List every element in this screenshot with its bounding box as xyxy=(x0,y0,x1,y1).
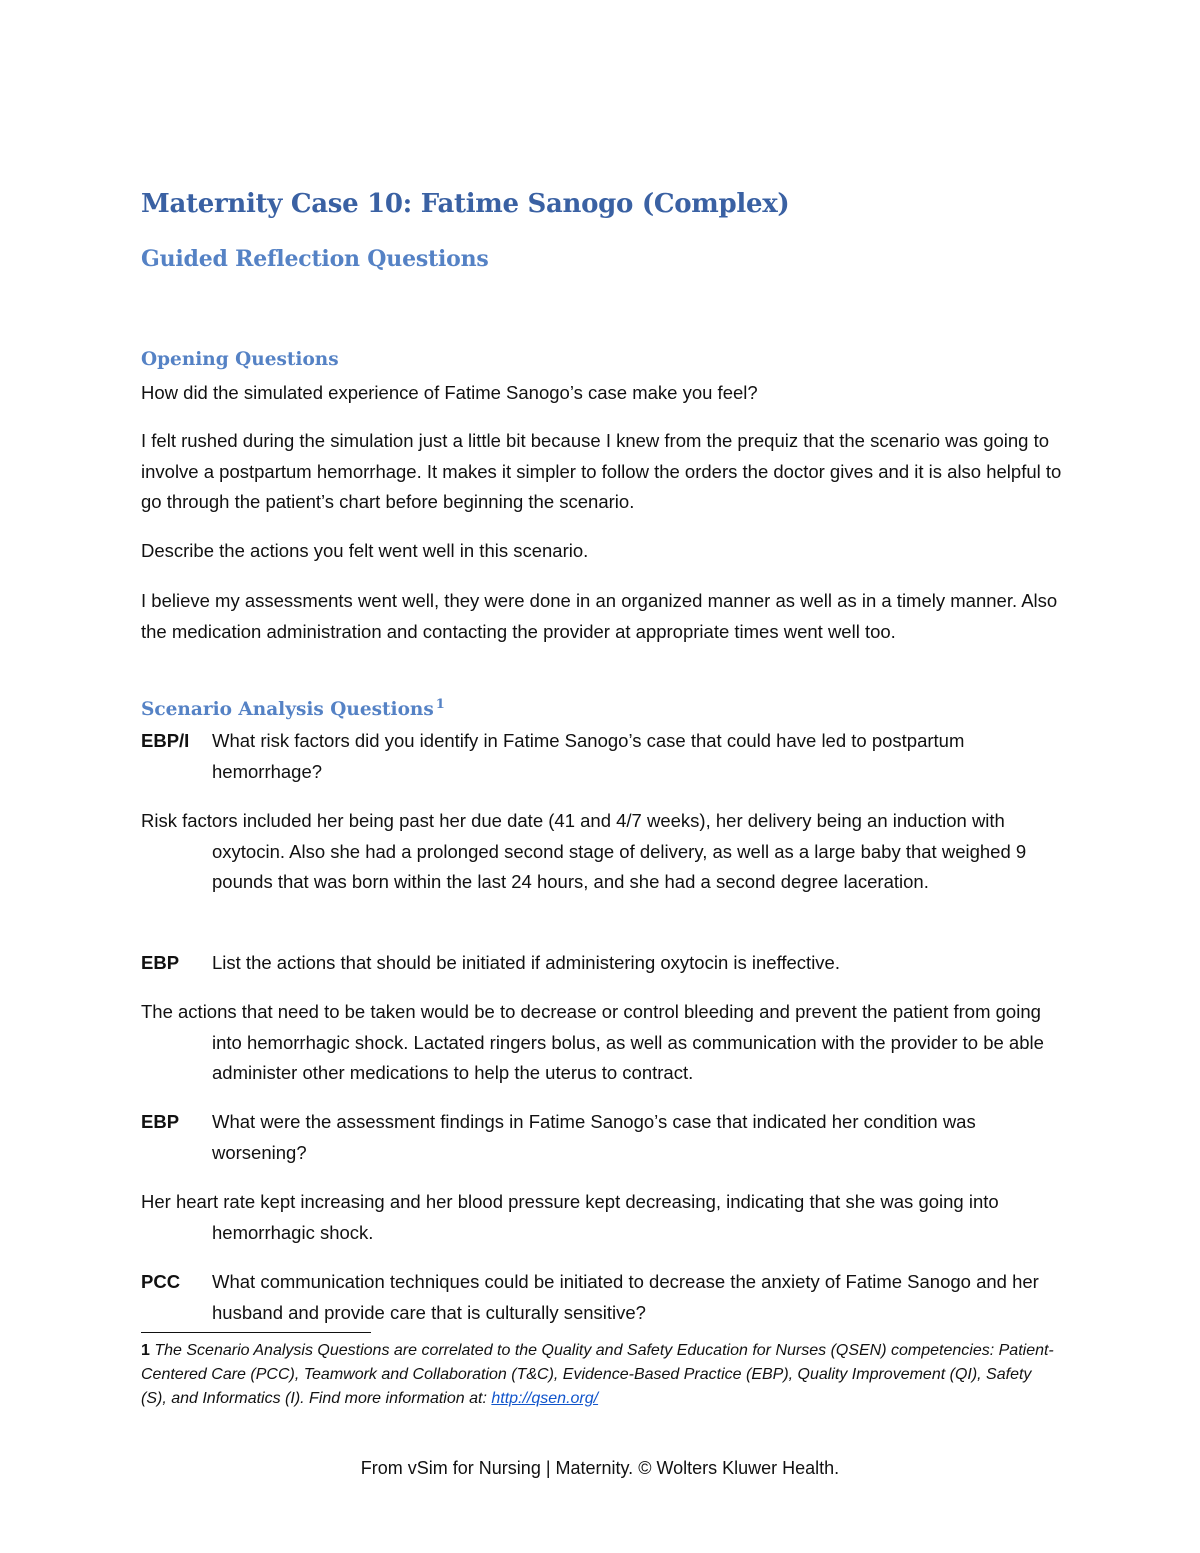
footnote-text: The Scenario Analysis Questions are correlated to the Quality and Safety Education for Nurses (QSEN) competencies: Patient-Centered Care (PCC), Teamwork and Collaboration (T&C), Evidence-Based Practice (EBP), Quality Improvement (QI), Safety (S), and Informatics (I). Find more information at: xyxy=(141,1342,1054,1407)
analysis-question: List the actions that should be initiated if administering oxytocin is ineffective. xyxy=(212,952,840,973)
analysis-question: What communication techniques could be initiated to decrease the anxiety of Fatime Sanogo and her husband and provide care that is culturally sensitive? xyxy=(212,1271,1039,1323)
footnote-marker: 1 xyxy=(435,697,445,712)
analysis-question: What were the assessment findings in Fatime Sanogo’s case that indicated her condition was worsening? xyxy=(212,1111,976,1163)
footnote xyxy=(141,1339,1061,1411)
document-subtitle: Guided Reflection Questions xyxy=(141,246,489,272)
opening-questions-heading: Opening Questions xyxy=(141,349,339,370)
footnote-number: 1 xyxy=(141,1342,150,1359)
page-footer: From vSim for Nursing | Maternity. © Wolters Kluwer Health. xyxy=(360,1458,840,1478)
analysis-answer: The actions that need to be taken would be to decrease or control bleeding and prevent the patient from going into hemorrhagic shock. Lactated ringers bolus, as well as communication with the provider to be able administer other medications to help the uterus to contract. xyxy=(141,1001,1044,1083)
analysis-question-row xyxy=(141,1267,1066,1328)
qsen-link[interactable]: http://qsen.org/ xyxy=(491,1390,599,1407)
scenario-analysis-heading xyxy=(141,697,445,720)
analysis-question-row xyxy=(141,1107,1066,1168)
opening-question-2: Describe the actions you felt went well in this scenario. xyxy=(141,540,589,561)
opening-answer-2: I believe my assessments went well, they were done in an organized manner as well as in a timely manner. Also the medication administration and contacting the provider at appropriate times went well too. xyxy=(141,590,1058,642)
qsen-code: EBP xyxy=(141,952,180,973)
scenario-analysis-heading-text: Scenario Analysis Questions xyxy=(141,699,434,720)
opening-question-1: How did the simulated experience of Fatime Sanogo’s case make you feel? xyxy=(141,382,758,403)
qsen-code: EBP/I xyxy=(141,730,190,751)
analysis-question: What risk factors did you identify in Fatime Sanogo’s case that could have led to postpartum hemorrhage? xyxy=(212,730,965,782)
analysis-answer: Risk factors included her being past her due date (41 and 4/7 weeks), her delivery being an induction with oxytocin. Also she had a prolonged second stage of delivery, as well as a large baby that weighed 9 pounds that was born within the last 24 hours, and she had a second degree laceration. xyxy=(141,810,1027,892)
analysis-question-row xyxy=(141,948,1066,979)
footnote-separator xyxy=(141,1332,371,1333)
opening-answer-1: I felt rushed during the simulation just a little bit because I knew from the prequiz that the scenario was going to involve a postpartum hemorrhage. It makes it simpler to follow the orders the doctor gives and it is also helpful to go through the patient’s chart before beginning the scenario. xyxy=(141,430,1062,512)
qsen-code: PCC xyxy=(141,1271,181,1292)
analysis-question-row xyxy=(141,726,1066,787)
document-title: Maternity Case 10: Fatime Sanogo (Complex) xyxy=(141,189,790,219)
qsen-code: EBP xyxy=(141,1111,180,1132)
analysis-answer: Her heart rate kept increasing and her blood pressure kept decreasing, indicating that she was going into hemorrhagic shock. xyxy=(141,1191,999,1243)
